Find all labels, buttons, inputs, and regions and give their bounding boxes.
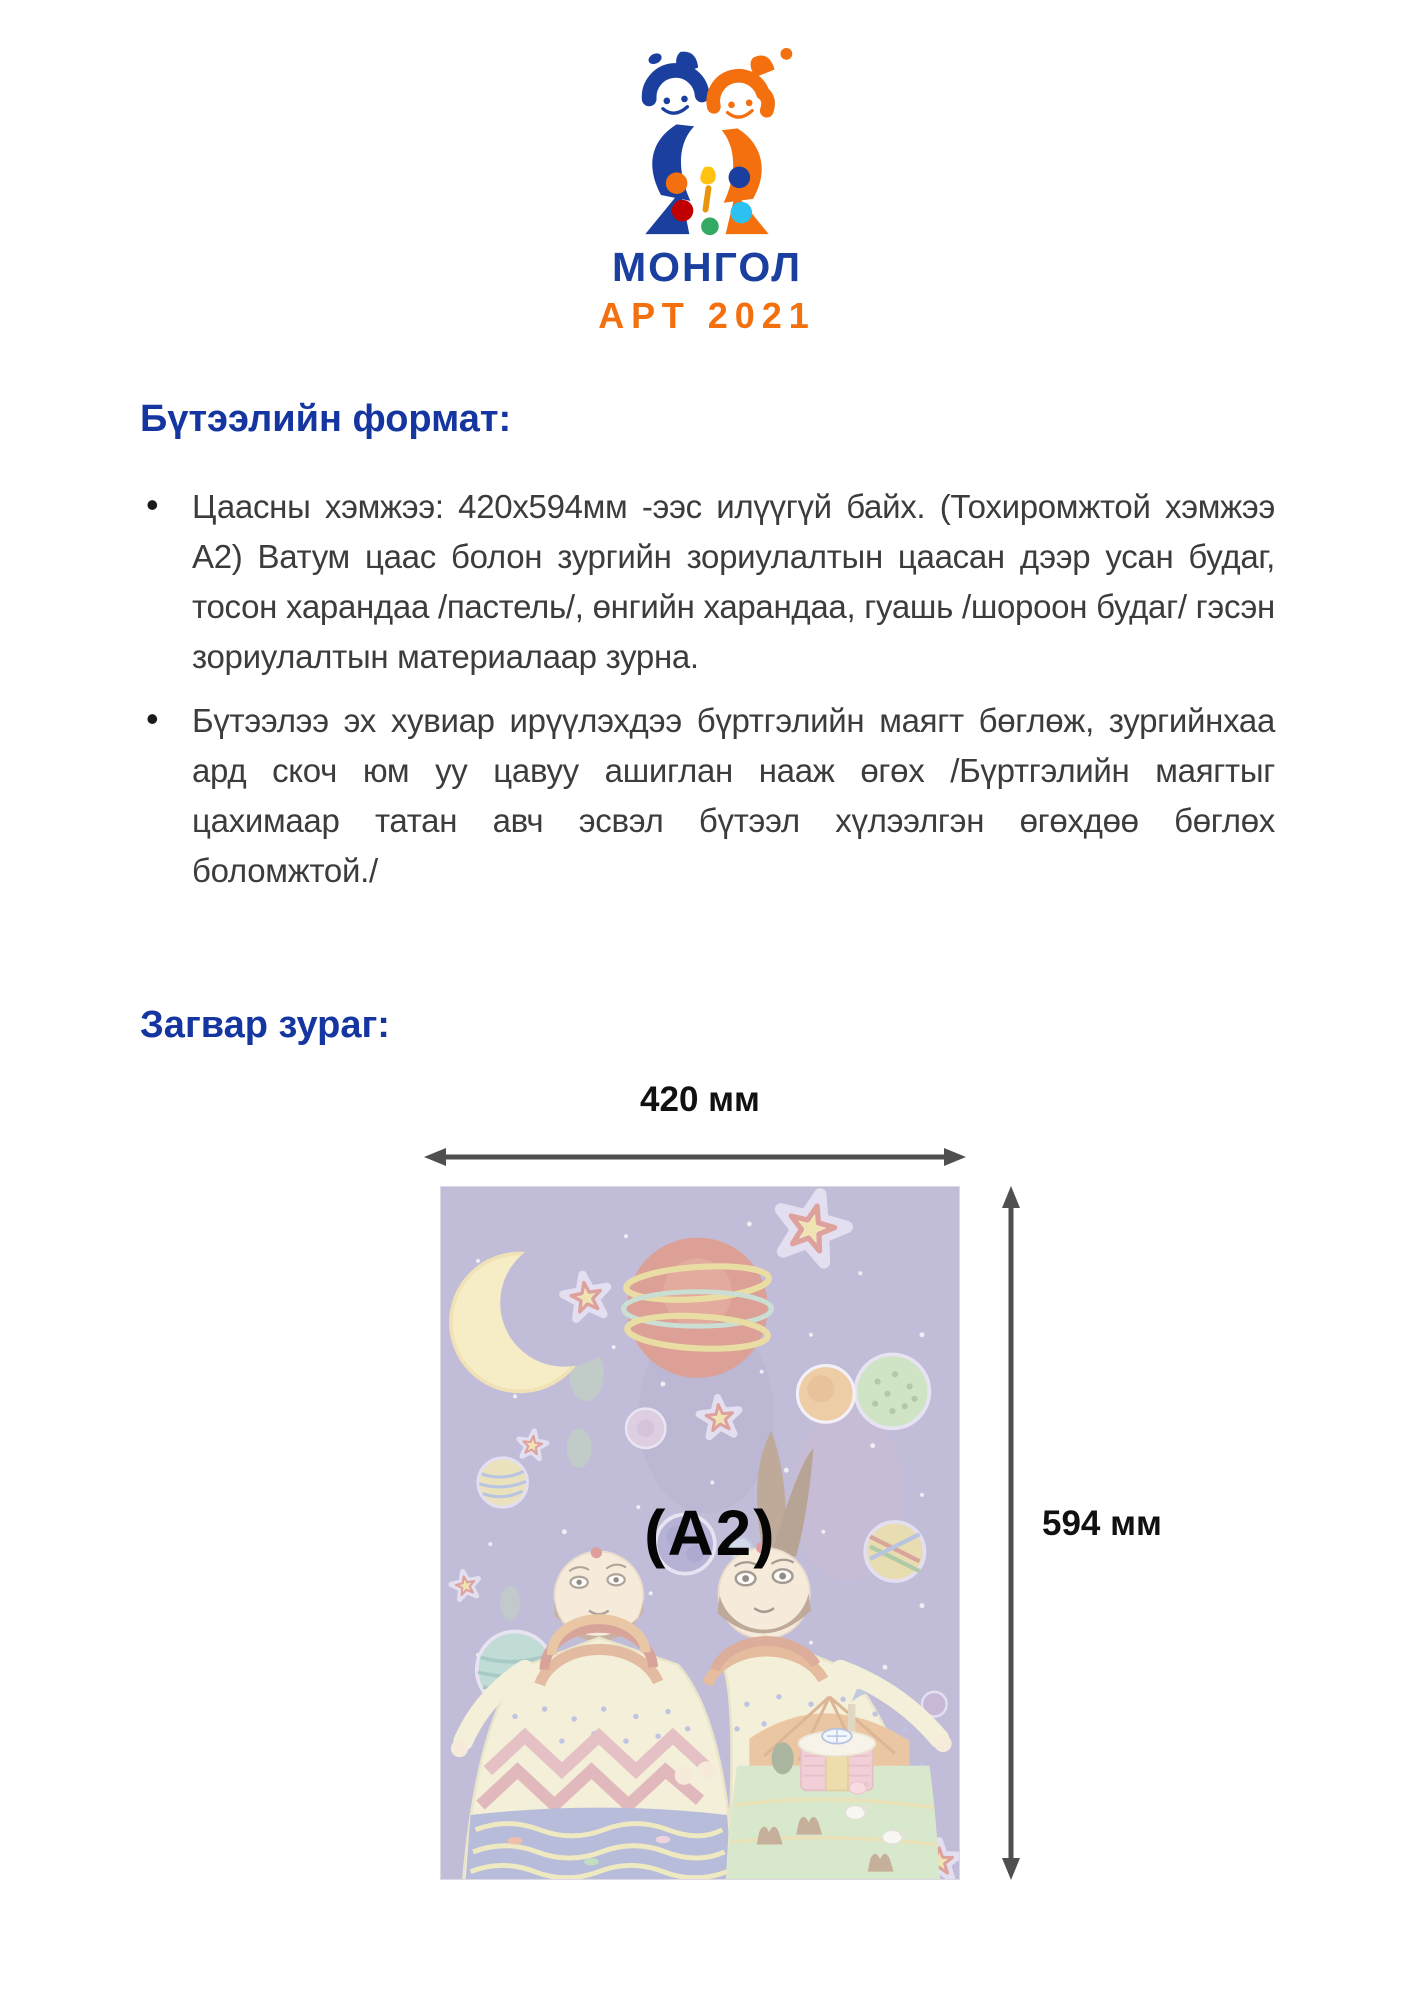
height-dimension-label: 594 мм [1042, 1504, 1162, 1543]
bullet-marker: • [146, 484, 159, 525]
format-heading: Бүтээлийн формат: [140, 398, 512, 440]
paper-size-label: (А2) [644, 1497, 777, 1569]
bullet-item-paper-size [140, 482, 1275, 682]
sample-heading: Загвар зураг: [140, 1004, 390, 1046]
horizontal-dimension-arrow-icon [424, 1144, 966, 1170]
format-bullet-list [140, 482, 1275, 910]
logo-title: МОНГОЛ [612, 244, 802, 290]
vertical-dimension-arrow-icon [998, 1186, 1024, 1880]
bullet-text: Бүтээлээ эх хувиар ирүүлэхдээ бүртгэлийн маягт бөглөж, зургийнхаа ард скоч юм уу цавуу ашиглан нааж өгөх /Бүртгэлийн маягтыг цахимаар татан авч эсвэл бүтээл хүлээлгэн өгөхдөө бөглөх боломжтой./ [192, 702, 1275, 889]
logo [0, 46, 1414, 337]
width-dimension-label: 420 мм [640, 1080, 760, 1119]
logo-subtitle: АРТ 2021 [598, 295, 816, 336]
sample-artwork-image [440, 1186, 960, 1880]
bullet-text: Цаасны хэмжээ: 420х594мм -ээс илүүгүй байх. (Тохиромжтой хэмжээ А2) Ватум цаас болон зургийн зориулалтын цаасан дээр усан будаг, тосон харандаа /пастель/, өнгийн харандаа, гуашь /шороон будаг/ гэсэн зориулалтын материалаар зурна. [192, 488, 1275, 675]
bullet-item-submission [140, 696, 1275, 896]
bullet-marker: • [146, 698, 159, 739]
mongol-art-logo-icon [592, 46, 822, 242]
